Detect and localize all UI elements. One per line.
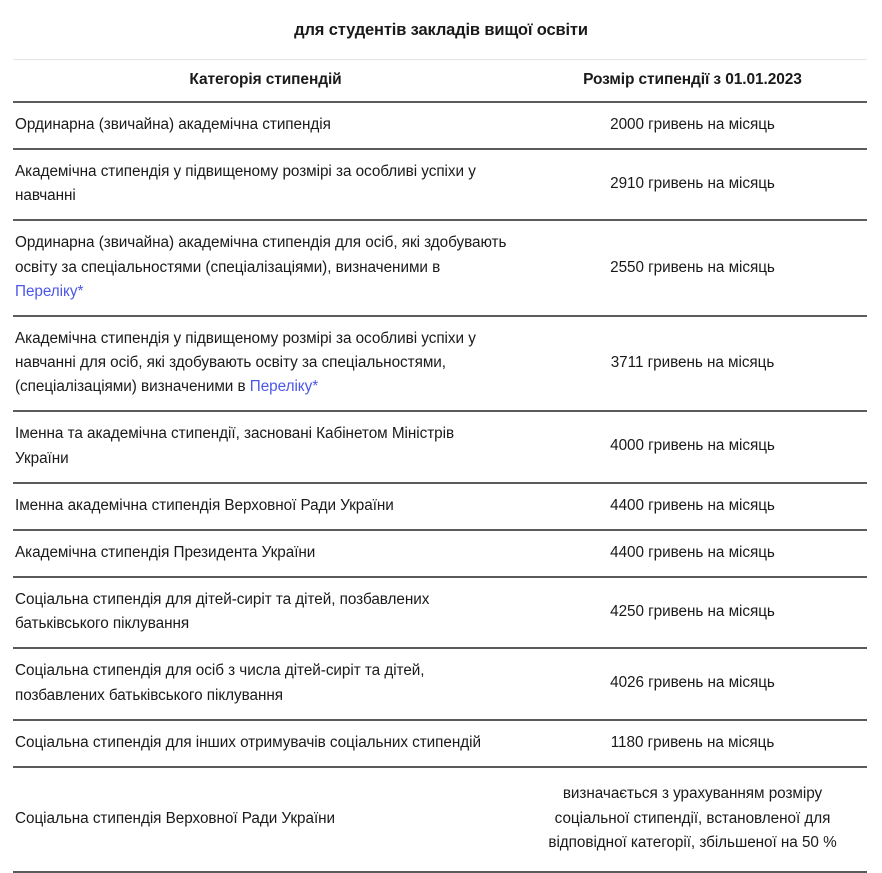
category-text: Соціальна стипендія для дітей-сиріт та дітей, позбавлених батьківського піклування (15, 591, 430, 633)
cell-amount (518, 411, 867, 482)
cell-amount (518, 220, 867, 315)
cell-amount (518, 577, 867, 648)
cell-category (13, 577, 518, 648)
amount-text: 4000 гривень на місяць (610, 437, 775, 455)
cell-amount (518, 316, 867, 411)
table-row (13, 577, 867, 648)
cell-amount (518, 767, 867, 872)
category-text: Іменна та академічна стипендії, засновані Кабінетом Міністрів України (15, 425, 455, 467)
cell-category (13, 316, 518, 411)
table-header (13, 60, 867, 103)
table-row (13, 720, 867, 767)
table-row (13, 483, 867, 530)
table-row (13, 149, 867, 220)
amount-text: 3711 гривень на місяць (610, 354, 775, 372)
perelik-link[interactable]: Переліку (249, 378, 313, 396)
amount-text: 4250 гривень на місяць (610, 603, 775, 621)
cell-category (13, 530, 518, 577)
cell-category (13, 149, 518, 220)
cell-amount (518, 483, 867, 530)
cell-amount (518, 648, 867, 719)
page-title: для студентів закладів вищої освіти (294, 21, 588, 39)
category-text: Соціальна стипендія для інших отримувачів соціальних стипендій (15, 733, 481, 751)
cell-amount (518, 720, 867, 767)
perelik-link[interactable]: Переліку (15, 282, 78, 300)
category-text: Ординарна (звичайна) академічна стипендія для осіб, які здобувають освіту за спеціальностями (спеціалізаціями), визначеними в (15, 234, 507, 276)
footnote-asterisk: * (312, 378, 319, 396)
table-row (13, 316, 867, 411)
category-text: Ординарна (звичайна) академічна стипендія (15, 116, 331, 133)
amount-text: 4400 гривень на місяць (610, 496, 775, 514)
table-row (13, 530, 867, 577)
stipend-table (13, 59, 867, 873)
amount-text: 2000 гривень на місяць (610, 116, 775, 133)
table-row (13, 648, 867, 719)
amount-text: 4026 гривень на місяць (610, 674, 775, 692)
cell-category (13, 102, 518, 149)
category-text: Іменна академічна стипендія Верховної Ради України (15, 496, 394, 514)
table-row (13, 102, 867, 149)
cell-amount (518, 102, 867, 149)
table-body (13, 102, 867, 872)
cell-category (13, 720, 518, 767)
category-text: Соціальна стипендія для осіб з числа дітей-сиріт та дітей, позбавлених батьківського піклування (15, 662, 425, 704)
amount-text: визначається з урахуванням розміру соціальної стипендії, встановленої для відповідної категорії, збільшеної на 50 % (548, 784, 837, 852)
cell-category (13, 648, 518, 719)
amount-text: 4400 гривень на місяць (610, 543, 775, 561)
category-text: Академічна стипендія у підвищеному розмірі за особливі успіхи у навчанні (15, 163, 476, 205)
footnote-asterisk: * (77, 282, 84, 300)
amount-text: 1180 гривень на місяць (610, 733, 775, 751)
amount-text: 2910 гривень на місяць (610, 175, 775, 193)
cell-category (13, 483, 518, 530)
column-header-category: Категорія стипендій (13, 60, 518, 103)
column-header-amount: Розмір стипендії з 01.01.2023 (518, 60, 867, 103)
table-header-row (13, 60, 867, 103)
amount-text: 2550 гривень на місяць (610, 258, 775, 276)
table-row (13, 220, 867, 315)
cell-category (13, 411, 518, 482)
cell-amount (518, 149, 867, 220)
cell-category (13, 767, 518, 872)
category-text: Академічна стипендія у підвищеному розмірі за особливі успіхи у навчанні для осіб, які здобувають освіту за спеціальностями, (спеціалізаціями) визначеними в (15, 329, 476, 396)
table-row (13, 767, 867, 872)
category-text: Соціальна стипендія Верховної Ради України (15, 809, 336, 827)
cell-amount (518, 530, 867, 577)
cell-category (13, 220, 518, 315)
category-text: Академічна стипендія Президента України (15, 543, 316, 561)
table-row (13, 411, 867, 482)
